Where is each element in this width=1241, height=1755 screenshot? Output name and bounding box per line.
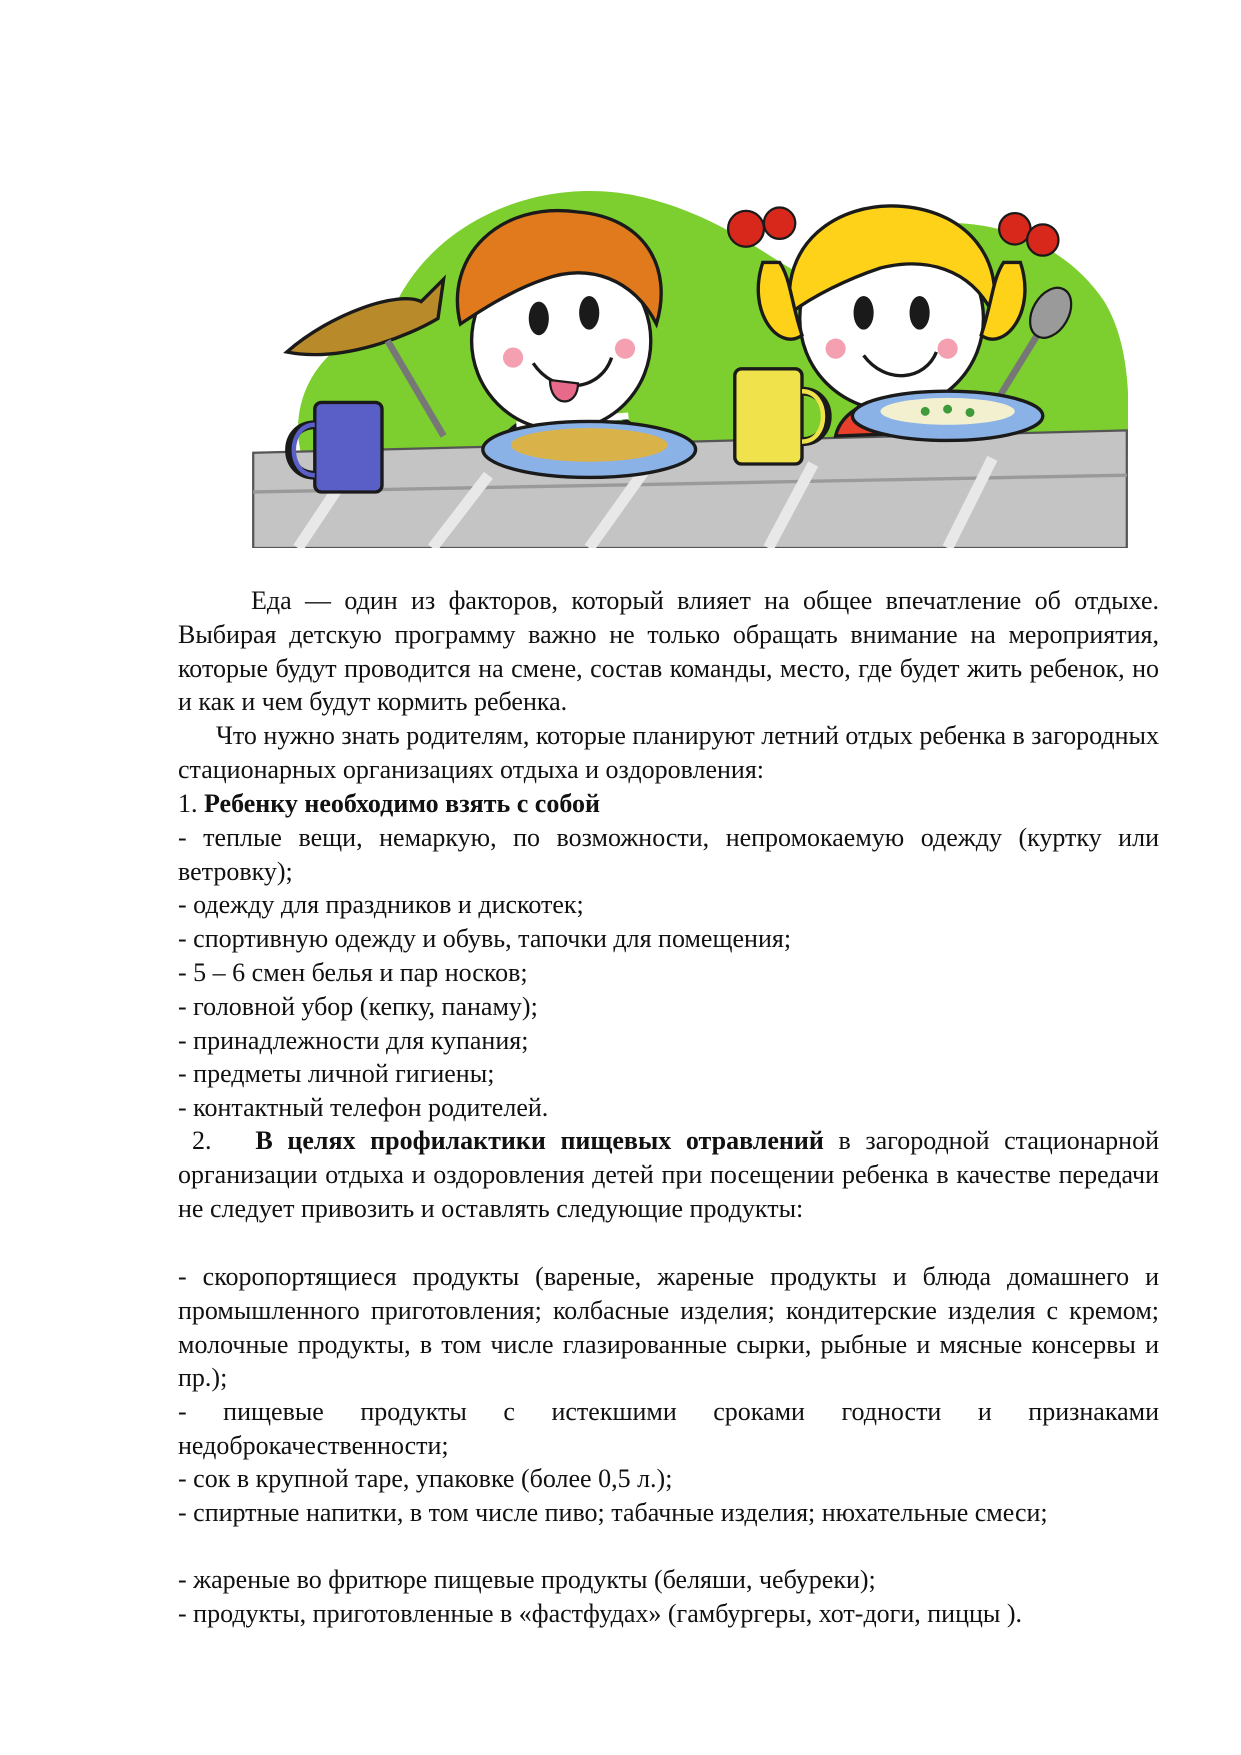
children-eating-illustration — [252, 156, 1128, 548]
section-2-lead: в загородной стационарной организации отдыха и оздоровления детей при посещении ребенка в качестве передачи не следует привозить и оставлять следующие продукты: — [178, 1126, 1159, 1223]
section-1-number: 1. — [178, 789, 198, 818]
section-2-item: - жареные во фритюре пищевые продукты (беляши, чебуреки); — [178, 1565, 876, 1594]
section-2-item: - спиртные напитки, в том числе пиво; табачные изделия; нюхательные смеси; — [178, 1498, 1048, 1527]
section-2-paragraph — [178, 1124, 1159, 1225]
section-1-item: - спортивную одежду и обувь, тапочки для помещения; — [178, 924, 792, 953]
section-1-item: - одежду для праздников и дискотек; — [178, 890, 584, 919]
section-2-item: - продукты, приготовленные в «фастфудах» (гамбургеры, хот-доги, пиццы ). — [178, 1599, 1023, 1628]
bow-left-icon — [728, 208, 795, 247]
section-1-heading — [178, 787, 1159, 821]
section-1-item: - 5 – 6 смен белья и пар носков; — [178, 958, 528, 987]
question-paragraph: Что нужно знать родителям, которые планируют летний отдых ребенка в загородных стационарных организациях отдыха и оздоровления: — [178, 721, 1159, 784]
section-2-item: - пищевые продукты с истекшими сроками годности и признаками недоброкачественности; — [178, 1397, 1159, 1460]
section-2-number: 2. — [192, 1126, 212, 1155]
section-2-item: - скоропортящиеся продукты (вареные, жареные продукты и блюда домашнего и промышленного приготовления; колбасные изделия; кондитерские изделия с кремом; молочные продукты, в том числе глазированные сырки, рыбные и мясные консервы и пр.); — [178, 1262, 1159, 1393]
section-2-item: - сок в крупной таре, упаковке (более 0,5 л.); — [178, 1464, 673, 1493]
intro-paragraph: Еда — один из факторов, который влияет на общее впечатление об отдыхе. Выбирая детскую программу важно не только обращать внимание на мероприятия, которые будут проводится на смене, состав команды, место, где будет жить ребенок, но и как и чем будут кормить ребенка. — [178, 586, 1159, 717]
section-1-item: - предметы личной гигиены; — [178, 1059, 495, 1088]
section-1-item: - головной убор (кепку, панаму); — [178, 992, 538, 1021]
section-1-item: - принадлежности для купания; — [178, 1026, 529, 1055]
section-1-title: Ребенку необходимо взять с собой — [204, 789, 600, 818]
section-1-item: - теплые вещи, немаркую, по возможности, непромокаемую одежду (куртку или ветровку); — [178, 823, 1159, 886]
section-2-title: В целях профилактики пищевых отравлений — [255, 1126, 824, 1155]
section-1-item: - контактный телефон родителей. — [178, 1093, 549, 1122]
